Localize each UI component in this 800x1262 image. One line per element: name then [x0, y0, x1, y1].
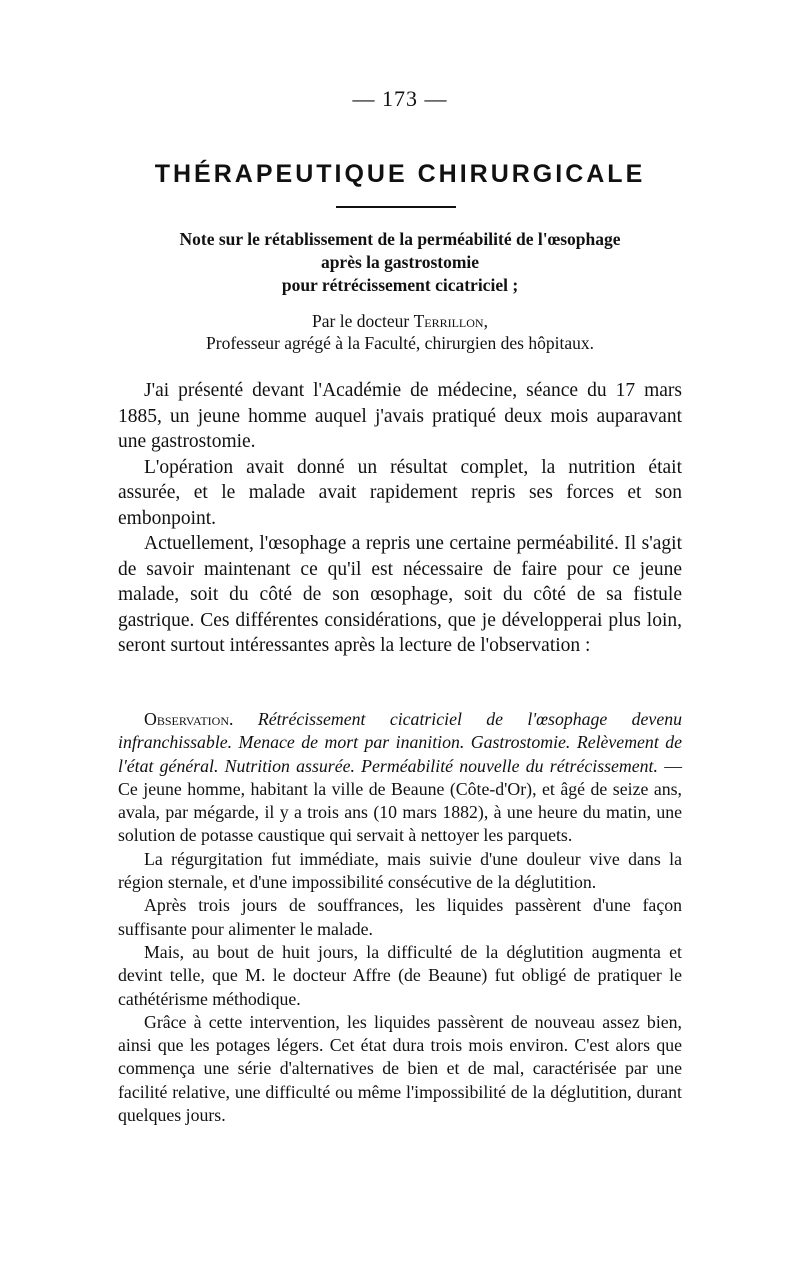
paragraph: Après trois jours de souffrances, les liquides passèrent d'une façon suffisante pour alimenter le malade. [118, 895, 682, 939]
paragraph: La régurgitation fut immédiate, mais suivie d'une douleur vive dans la région sternale, et d'une impossibilité consécutive de la déglutition. [118, 848, 682, 893]
author-prefix: Par le docteur [312, 311, 410, 331]
title-divider [336, 206, 456, 208]
note-title [100, 228, 700, 297]
author-line [100, 310, 700, 332]
author-block [100, 310, 700, 354]
intro-text [118, 378, 682, 659]
observation-label: Observation. [144, 709, 234, 729]
author-name: Terrillon, [413, 311, 488, 331]
paragraph: L'opération avait donné un résultat complet, la nutrition était assurée, et le malade avait rapidement repris ses forces et son embonpoint. [118, 456, 682, 529]
observation-first-text: — Ce jeune homme, habitant la ville de Beaune (Côte-d'Or), et âgé de seize ans, avala, par mégarde, il y a trois ans (10 mars 1882), à une heure du matin, une solution de potasse caustique qui servait à nettoyer les parquets. [118, 755, 682, 846]
paragraph: Grâce à cette intervention, les liquides passèrent de nouveau assez bien, ainsi que les potages légers. Cet état dura trois mois environ. C'est alors que commença une série d'alternatives de bien et de mal, caractérisée par une facilité relative, une difficulté ou même l'impossibilité de la déglutition, durant quelques jours. [118, 1011, 682, 1126]
observation-heading: Rétrécissement cicatriciel de l'œsophage devenu infranchissable. Menace de mort par inanition. Gastrostomie. Relèvement de l'état général. Nutrition assurée. Perméabilité nouvelle du rétrécissement. [118, 709, 682, 776]
paragraph: J'ai présenté devant l'Académie de médecine, séance du 17 mars 1885, un jeune homme auquel j'avais pratiqué deux mois auparavant une gastrostomie. [118, 380, 682, 452]
note-title-line: Note sur le rétablissement de la perméabilité de l'œsophage [179, 229, 621, 249]
observation-section [118, 708, 682, 1127]
observation-lead-paragraph [118, 708, 682, 848]
section-title: THÉRAPEUTIQUE CHIRURGICALE [154, 160, 646, 188]
paragraph: Mais, au bout de huit jours, la difficulté de la déglutition augmenta et devint telle, que M. le docteur Affre (de Beaune) fut obligé de pratiquer le cathétérisme méthodique. [118, 941, 682, 1009]
note-title-line: pour rétrécissement cicatriciel ; [281, 275, 519, 295]
note-title-line: après la gastrostomie [320, 252, 480, 272]
paragraph: Actuellement, l'œsophage a repris une certaine perméabilité. Il s'agit de savoir maintenant ce qu'il est nécessaire de faire pour ce jeune malade, soit du côté de son œsophage, soit du côté de sa fistule gastrique. Ces différentes considérations, que je développerai plus loin, seront surtout intéressantes après la lecture de l'observation : [118, 533, 682, 656]
author-affiliation: Professeur agrégé à la Faculté, chirurgien des hôpitaux. [206, 333, 594, 353]
page-number: — 173 — [352, 86, 448, 111]
